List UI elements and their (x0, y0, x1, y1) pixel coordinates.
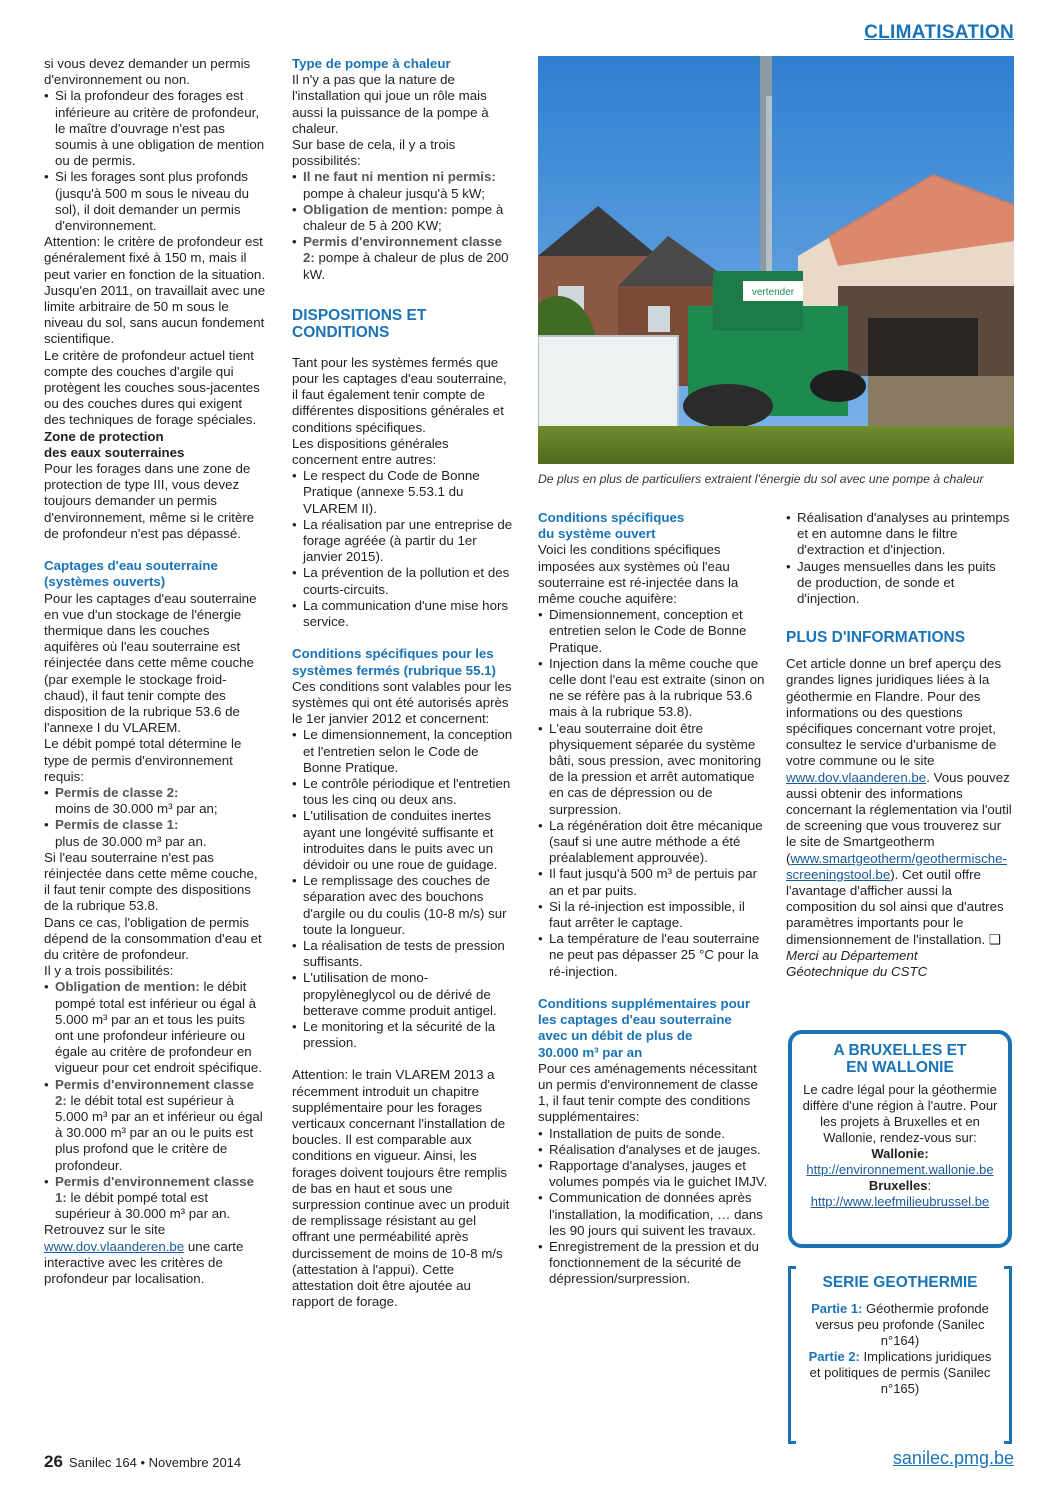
pump-list (292, 169, 516, 282)
paragraph: Jusqu'en 2011, on travaillait avec une limite arbitraire de 50 m sous le niveau du sol, sans aucun fondement scientifique. (44, 282, 266, 347)
subheading-open-conditions: Conditions spécifiques du système ouvert (538, 510, 685, 542)
site-link[interactable]: sanilec.pmg.be (892, 1448, 1014, 1468)
list-item: • Si la profondeur des forages est inférieure au critère de profondeur, le maître d'ouvrage n'est pas soumis à une obligation de mention ou de permis. (44, 88, 266, 169)
list-item: • Obligation de mention: pompe à chaleur de 5 à 200 KW; (292, 202, 516, 234)
series-title: SERIE GEOTHERMIE (822, 1274, 978, 1291)
bruxelles-label: Bruxelles: (868, 1178, 932, 1193)
list-item: • Il faut jusqu'à 500 m³ de pertuis par an et par puits. (538, 866, 768, 898)
list-item: • La température de l'eau souterraine ne peut pas dépasser 25 °C pour la ré-injection. (538, 931, 768, 980)
heading-dispositions: DISPOSITIONS ET CONDITIONS (292, 306, 427, 341)
subheading-closed-systems: Conditions spécifiques pour les systèmes fermés (rubrique 55.1) (292, 646, 496, 678)
paragraph: Ces conditions sont valables pour les systèmes qui ont été autorisés après le 1er janvier 2012 et concernent: (292, 678, 512, 727)
credit: Merci au Département Géotechnique du CSTC (786, 947, 928, 980)
open-list (538, 607, 768, 980)
extra-list-cont (786, 510, 1014, 607)
list-item: • Le dimensionnement, la conception et l'entretien selon le Code de Bonne Pratique. (292, 727, 516, 776)
wallonie-link[interactable]: http://environnement.wallonie.be (806, 1162, 994, 1177)
column-3 (538, 510, 768, 1288)
paragraph: Cet article donne un bref aperçu des grandes lignes juridiques liées à la géothermie en Flandre. Pour des informations ou des questions spécifiques concernant votre projet, consultez le service d'urbanisme de votre commune ou le site www.dov.vlaanderen.be. Vous pouvez aussi obtenir des informations concernant la réglementation via l'outil de screening que vous trouverez sur le site de Smartgeotherm (www.smartgeotherm/geothermische-screeningstool.be). Cet outil offre l'avantage d'afficher aussi la composition du sol ainsi que d'autres paramètres importants pour le dimensionnement de l'installation. ❑ (786, 656, 1012, 947)
list-item: • Installation de puits de sonde. (538, 1126, 768, 1142)
paragraph: Il y a trois possibilités: (44, 963, 174, 979)
list-item: • Le remplissage des couches de séparation avec des bouchons d'argile ou du coulis (10-8 m/s) sur toute la longueur. (292, 873, 516, 938)
wallonie-label: Wallonie: (871, 1146, 929, 1161)
paragraph: Si l'eau souterraine n'est pas réinjectée dans cette même couche, il faut tenir compte des dispositions de la rubrique 53.8. (44, 849, 258, 914)
footer-left (44, 1452, 241, 1472)
list-item: • Si les forages sont plus profonds (jusqu'à 500 m sous le niveau du sol), il doit demander un permis d'environnement. (44, 169, 266, 234)
bruxelles-link[interactable]: http://www.leefmilieubrussel.be (810, 1194, 990, 1209)
list-item: • Réalisation d'analyses au printemps et en automne dans le filtre d'extraction et d'injection. (786, 510, 1014, 559)
list-item: • Permis de classe 1: plus de 30.000 m³ par an. (44, 817, 266, 849)
list-item: • Injection dans la même couche que celle dont l'eau est extraite (sinon on ne se réfère pas à la rubrique 53.6 mais à la rubrique 53.8). (538, 656, 768, 721)
list-item: • Rapportage d'analyses, jauges et volumes pompés via le guichet IMJV. (538, 1158, 768, 1190)
paragraph: Pour les captages d'eau souterraine en vue d'un stockage de l'énergie thermique dans les couches aquifères où l'eau souterraine est réinjectée dans cette même couche (par exemple le stockage froid-chaud), il faut tenir compte des disposition de la rubrique 53.6 de l'annexe I du VLAREM. (44, 590, 257, 736)
list-item: • L'utilisation de mono-propylèneglycol ou de dérivé de betterave comme produit antigel. (292, 970, 516, 1019)
list-item: • Permis d'environnement classe 2: pompe à chaleur de plus de 200 kW. (292, 234, 516, 283)
list-item: • Enregistrement de la pression et du fonctionnement de la sécurité de dépression/surpression. (538, 1239, 768, 1288)
series-box (788, 1266, 1012, 1444)
list-item: • Permis d'environnement classe 2: le débit total est supérieur à 5.000 m³ par an et inférieur ou égal à 30.000 m³ par an ou le puits est plus profond que le critère de profondeur. (44, 1077, 266, 1174)
paragraph: Retrouvez sur le site www.dov.vlaanderen.be une carte interactive avec les critères de profondeur par localisation. (44, 1222, 244, 1287)
possibility-list (44, 979, 266, 1222)
paragraph: Voici les conditions spécifiques imposées aux systèmes où l'eau souterraine est ré-injectée dans la même couche aquifère: (538, 542, 739, 607)
drilling-rig-photo (538, 56, 1014, 464)
subheading-pump-type: Type de pompe à chaleur (292, 56, 451, 71)
list-item: • La réalisation de tests de pression suffisants. (292, 938, 516, 970)
list-item: • Permis de classe 2: moins de 30.000 m³ par an; (44, 785, 266, 817)
dov-link[interactable]: www.dov.vlaanderen.be (786, 769, 927, 785)
box-text: Le cadre légal pour la géothermie diffère d'une région à l'autre. Pour les projets à Bruxelles et en Wallonie, rendez-vous sur: (802, 1082, 998, 1145)
paragraph: Le critère de profondeur actuel tient compte des couches d'argile qui protègent les couches sous-jacentes ou des couches dures qui exigent des techniques de forage spéciales. (44, 347, 260, 428)
list-item: • L'eau souterraine doit être physiquement séparée du système bâti, sous pression, avec monitoring de la pression et arrêt automatique en cas de dépression ou de surpression. (538, 721, 768, 818)
extra-list (538, 1126, 768, 1288)
closed-list (292, 727, 516, 1051)
list-item: • La régénération doit être mécanique (sauf si une autre méthode a été préalablement approuvée). (538, 818, 768, 867)
photo-caption: De plus en plus de particuliers extraient l'énergie du sol avec une pompe à chaleur (538, 472, 984, 486)
box-title: A BRUXELLES ET EN WALLONIE (833, 1042, 967, 1076)
bracket-right (1004, 1266, 1012, 1444)
list-item: • Permis d'environnement classe 1: le débit pompé total est supérieur à 30.000 m³ par an. (44, 1174, 266, 1223)
list-item: • La communication d'une mise hors service. (292, 598, 516, 630)
paragraph: Pour les forages dans une zone de protection de type III, vous devez toujours demander un permis d'environnement, même si le critère de profondeur n'est pas dépassé. (44, 461, 255, 541)
list-item: • Si la ré-injection est impossible, il faut arrêter le captage. (538, 899, 768, 931)
list-item: • Dimensionnement, conception et entretien selon le Code de Bonne Pratique. (538, 607, 768, 656)
column-1 (44, 56, 266, 1287)
series-part-2: Partie 2: Implications juridiques et politiques de permis (Sanilec n°165) (808, 1349, 992, 1396)
paragraph: Sur base de cela, il y a trois possibilités: (292, 137, 456, 169)
paragraph: Le débit pompé total détermine le type de permis d'environnement requis: (44, 736, 242, 784)
bracket-left (788, 1266, 796, 1444)
heading-more-info: PLUS D'INFORMATIONS (786, 629, 966, 647)
issue-info: Sanilec 164 • Novembre 2014 (68, 1455, 242, 1470)
list-item: • Il ne faut ni mention ni permis: pompe à chaleur jusqu'à 5 kW; (292, 169, 516, 201)
paragraph: Attention: le train VLAREM 2013 a récemment introduit un chapitre supplémentaire pour les forages verticaux concernant l'installation de boucles. Il est comparable aux conditions en vigueur. Ainsi, les forages doivent toujours être remplis de bas en haut et sous une surpression continue avec un produit de remplissage résistant au gel offrant une perméabilité après durcissement de moins de 10-8 m/s (attestation à l'appui). Cette attestation doit être ajoutée au rapport de forage. (292, 1067, 510, 1310)
zone-title: Zone de protection des eaux souterraines (44, 428, 185, 460)
general-list (292, 468, 516, 630)
series-part-1: Partie 1: Géothermie profonde versus peu profonde (Sanilec n°164) (811, 1301, 989, 1348)
list-item: • Jauges mensuelles dans les puits de production, de sonde et d'injection. (786, 559, 1014, 608)
dov-link[interactable]: www.dov.vlaanderen.be (44, 1238, 185, 1254)
list-item: • L'utilisation de conduites inertes ayant une longévité suffisante et introduites dans le puits avec un dévidoir ou une roue de guidage. (292, 808, 516, 873)
paragraph: Les dispositions générales concernent entre autres: (292, 435, 449, 468)
end-mark-icon: ❑ (988, 931, 1001, 947)
list-item: • Communication de données après l'installation, la modification, … dans les 90 jours qui suivent les travaux. (538, 1190, 768, 1239)
list-item: • La prévention de la pollution et des courts-circuits. (292, 565, 516, 597)
paragraph: Pour ces aménagements nécessitant un permis d'environnement de classe 1, il faut tenir compte des conditions supplémentaires: (538, 1060, 758, 1125)
list-item: • La réalisation par une entreprise de forage agréée (à partir du 1er janvier 2015). (292, 517, 516, 566)
list-item: • Le contrôle périodique et l'entretien tous les cinq ou deux ans. (292, 776, 516, 808)
section-tag: CLIMATISATION (864, 22, 1014, 43)
column-4 (786, 510, 1014, 980)
permit-list (44, 785, 266, 850)
list-item: • Le respect du Code de Bonne Pratique (annexe 5.53.1 du VLAREM II). (292, 468, 516, 517)
subheading-open-systems: Captages d'eau souterraine (systèmes ouverts) (44, 558, 218, 590)
paragraph: Dans ce cas, l'obligation de permis dépend de la consommation d'eau et du critère de profondeur. (44, 914, 262, 962)
page-number: 26 (44, 1452, 63, 1471)
list-item: • Obligation de mention: le débit pompé total est inférieur ou égal à 5.000 m³ par an et tous les puits ont une profondeur inférieure ou égale au critère de profondeur en vigueur pour cet endroit spécifique. (44, 979, 266, 1076)
paragraph: si vous devez demander un permis d'environnement ou non. (44, 56, 251, 88)
photo-illustration (538, 56, 1014, 464)
brand-label: vertender (751, 287, 795, 298)
paragraph: Il n'y a pas que la nature de l'installation qui joue un rôle mais aussi la puissance de la pompe à chaleur. (292, 72, 489, 136)
list-item: • Réalisation d'analyses et de jauges. (538, 1142, 768, 1158)
subheading-extra-conditions: Conditions supplémentaires pour les captages d'eau souterraine avec un débit de plus de 30.000 m³ par an (538, 995, 751, 1060)
column-2 (292, 56, 516, 1310)
paragraph: Tant pour les systèmes fermés que pour les captages d'eau souterraine, il faut également tenir compte de différentes dispositions générales et conditions spécifiques. (292, 354, 507, 435)
list-item: • Le monitoring et la sécurité de la pression. (292, 1019, 516, 1051)
brussels-wallonia-box (788, 1030, 1012, 1248)
bullet-list (44, 88, 266, 234)
smartgeotherm-link[interactable]: www.smartgeotherm/geothermische-screeningstool.be (786, 850, 1007, 882)
paragraph: Attention: le critère de profondeur est généralement fixé à 150 m, mais il peut varier en fonction de la situation. (44, 234, 266, 282)
